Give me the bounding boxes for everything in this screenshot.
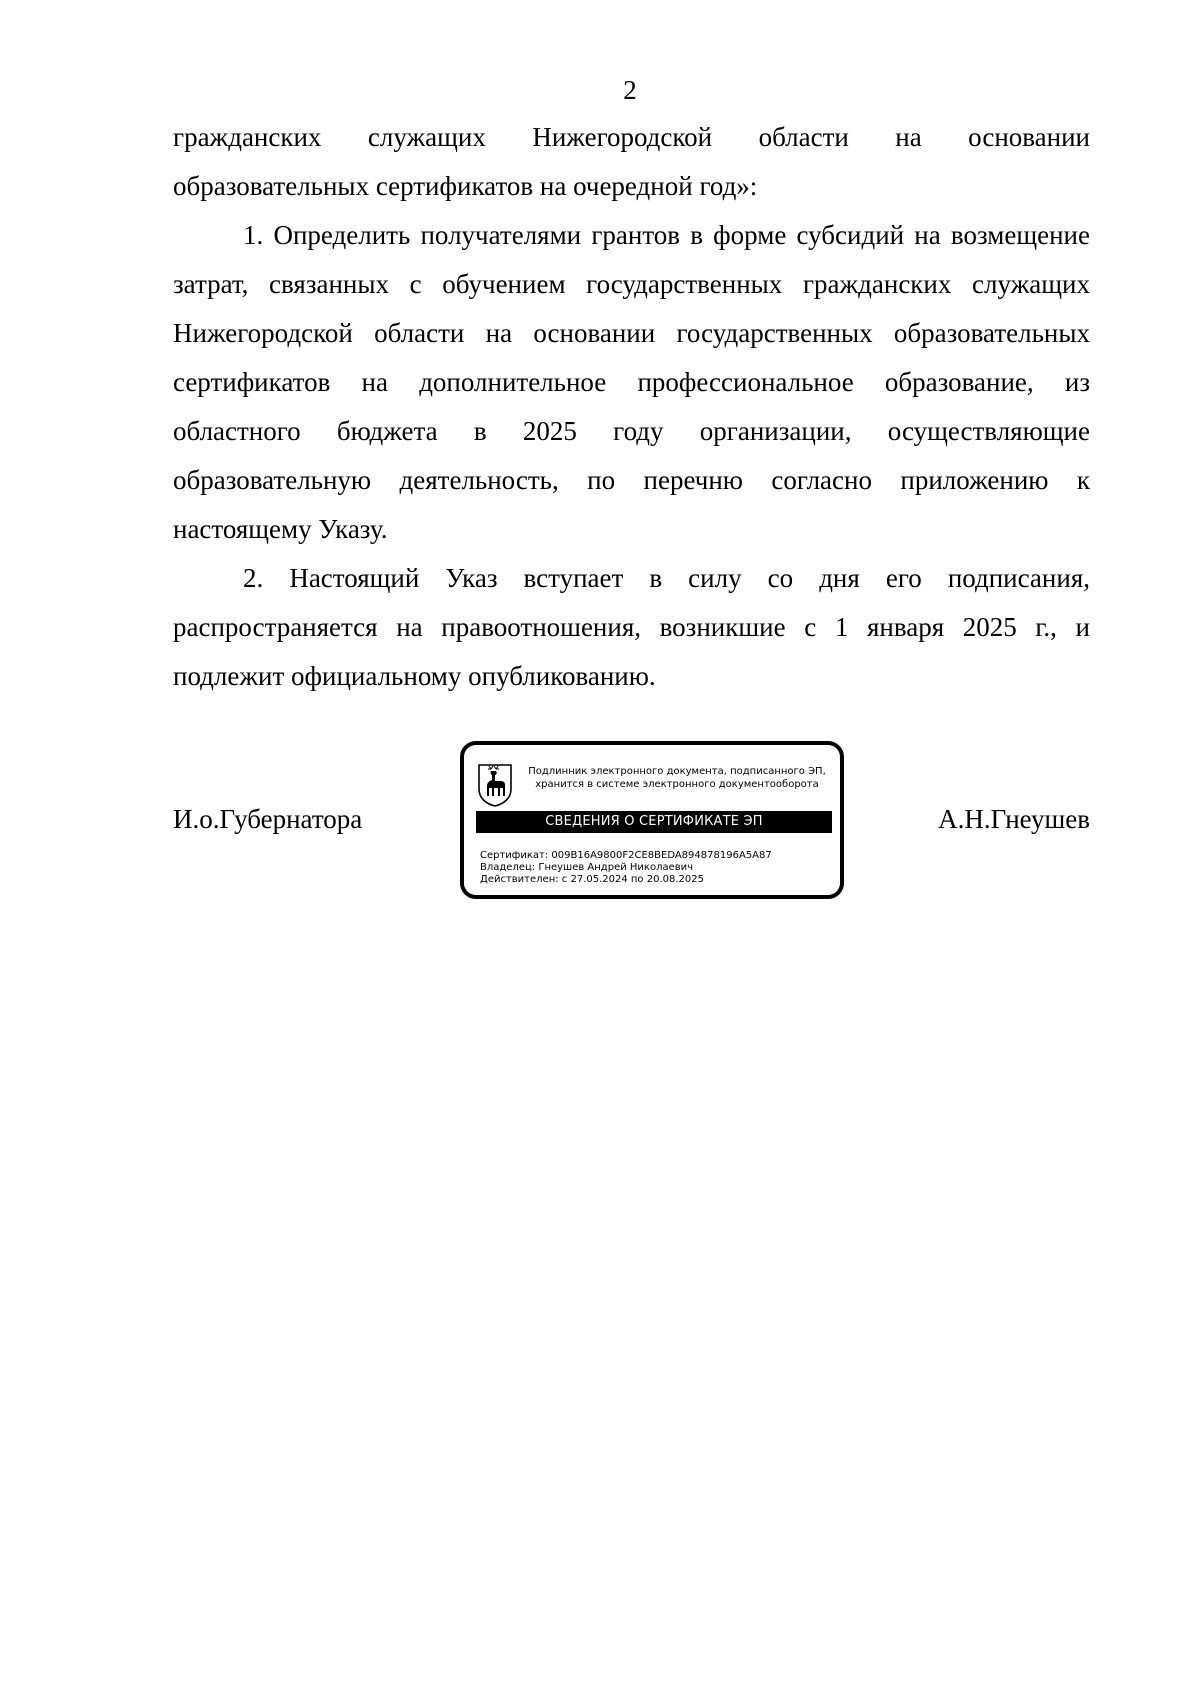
certificate-validity: Действителен: с 27.05.2024 по 20.08.2025 [480, 874, 704, 885]
paragraph-continuation: гражданских служащих Нижегородской области на основании образовательных сертификатов на очередной год»: [173, 122, 1090, 201]
stamp-header-line-1: Подлинник электронного документа, подписанного ЭП, [528, 766, 826, 777]
document-body [173, 113, 1090, 701]
paragraph-item-2: 2. Настоящий Указ вступает в силу со дня его подписания, распространяется на правоотношения, возникшие с 1 января 2025 г., и подлежит официальному опубликованию. [173, 563, 1090, 691]
stamp-header-line-2: хранится в системе электронного документооборота [535, 779, 819, 790]
electronic-signature-stamp [460, 741, 844, 899]
stamp-title-bar: СВЕДЕНИЯ О СЕРТИФИКАТЕ ЭП [476, 811, 832, 833]
signatory-name: А.Н.Гнеушев [938, 804, 1090, 834]
signatory-position: И.о.Губернатора [173, 804, 363, 834]
stamp-header [516, 765, 838, 791]
deer-emblem-icon [476, 763, 514, 807]
stamp-certificate-details [480, 850, 836, 886]
paragraph-item-1: 1. Определить получателями грантов в форме субсидий на возмещение затрат, связанных с обучением государственных гражданских служащих Нижегородской области на основании государственных образовательных сертификатов на дополнительное профессиональное образование, из областного бюджета в 2025 году организации, осуществляющие образовательную деятельность, по перечню согласно приложению к настоящему Указу. [173, 220, 1090, 544]
certificate-number: Сертификат: 009B16A9800F2CE8BEDA894878196A5A87 [480, 850, 772, 861]
certificate-owner: Владелец: Гнеушев Андрей Николаевич [480, 862, 694, 873]
page-number: 2 [623, 75, 637, 105]
